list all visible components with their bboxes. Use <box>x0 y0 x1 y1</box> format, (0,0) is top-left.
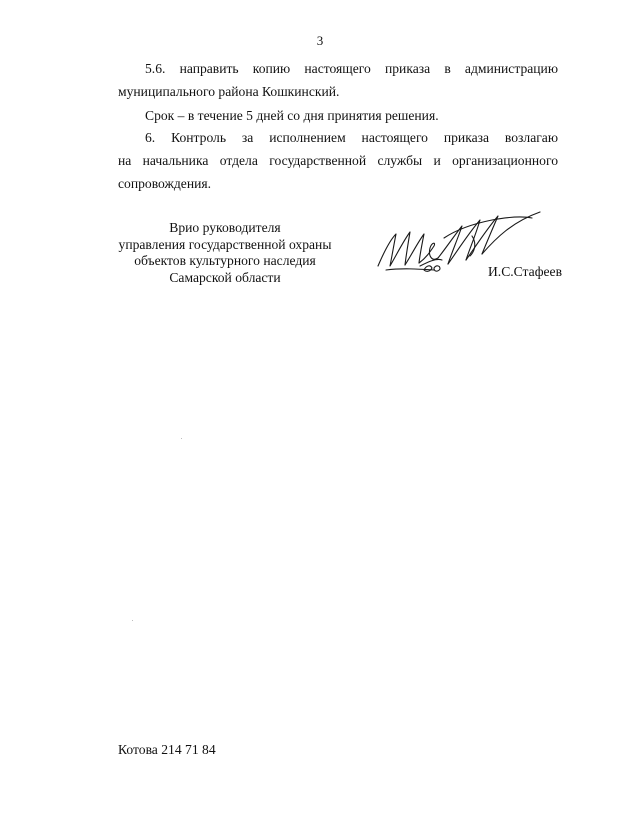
signatory-title <box>100 220 350 286</box>
signatory-name: И.С.Стафеев <box>487 264 562 279</box>
page-number: 3 <box>316 33 324 48</box>
paragraph-6-line-1 <box>118 126 558 149</box>
paragraph-text: на начальника отдела государственной службы и организационного <box>118 153 558 168</box>
paragraph-6-line-2 <box>118 149 558 172</box>
signatory-title-line: Врио руководителя <box>169 220 281 235</box>
paragraph-text: муниципального района Кошкинский. <box>118 84 340 99</box>
signatory-title-line: объектов культурного наследия <box>134 253 316 268</box>
paragraph-text: сопровождения. <box>118 176 212 191</box>
paragraph-5-6-line-1 <box>118 57 558 80</box>
signatory-title-line: управления государственной охраны <box>118 236 332 252</box>
paragraph-text: 5.6. направить копию настоящего приказа в администрацию <box>145 61 558 76</box>
paragraph-text: Срок – в течение 5 дней со дня принятия решения. <box>145 108 439 123</box>
paragraph-5-6-line-2 <box>118 80 558 103</box>
signatory-title-line: Самарской области <box>169 269 281 285</box>
executor-contact: Котова 214 71 84 <box>118 742 216 757</box>
scan-speck <box>132 620 133 621</box>
scan-speck <box>181 438 182 439</box>
deadline-paragraph <box>118 104 558 127</box>
paragraph-6-line-3 <box>118 172 558 195</box>
paragraph-text: 6. Контроль за исполнением настоящего приказа возлагаю <box>145 130 558 145</box>
